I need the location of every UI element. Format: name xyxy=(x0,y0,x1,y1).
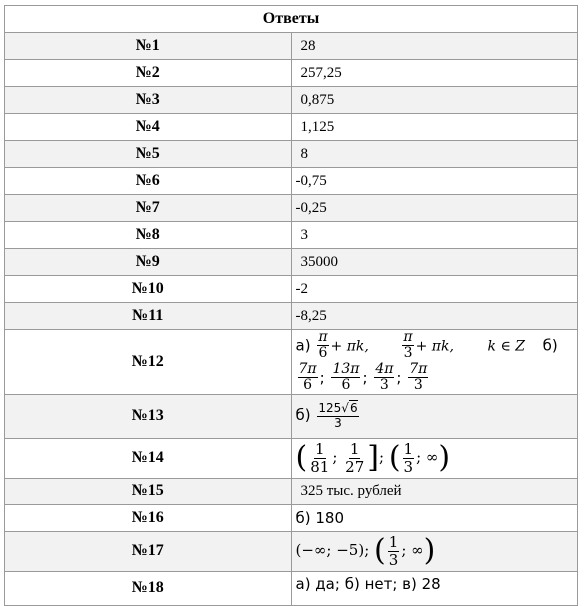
fraction: $\frac{1}{3}$ xyxy=(388,533,399,569)
answer-value: -0,25 xyxy=(291,195,578,222)
fraction: $\frac{13\pi}{6}$ xyxy=(332,360,360,394)
condition: k ∈ Z xyxy=(487,338,525,355)
answer-value: 35000 xyxy=(291,249,578,276)
answer-value: 8 xyxy=(291,141,578,168)
table-row xyxy=(5,504,578,531)
table-row xyxy=(5,222,578,249)
task-number: №13 xyxy=(5,394,292,438)
part-label: б) xyxy=(295,406,311,425)
task-number: №18 xyxy=(5,571,292,605)
task-number: №11 xyxy=(5,303,292,330)
answer-value: 1,125 xyxy=(291,114,578,141)
fraction: $\frac{\pi}{3}$ xyxy=(403,329,413,362)
table-row xyxy=(5,87,578,114)
answer-value: 325 тыс. рублей xyxy=(291,478,578,504)
part-b-label: б) xyxy=(542,336,558,355)
table-row xyxy=(5,571,578,605)
task-number: №17 xyxy=(5,531,292,571)
task-number: №8 xyxy=(5,222,292,249)
task-number: №3 xyxy=(5,87,292,114)
separator: ; xyxy=(396,368,402,387)
answer-value: а) да; б) нет; в) 28 xyxy=(291,571,578,605)
formula-tail: + πk, xyxy=(415,338,454,355)
answer-value: 257,25 xyxy=(291,60,578,87)
task-number: №1 xyxy=(5,33,292,60)
task-number: №14 xyxy=(5,438,292,478)
fraction: $\frac{1}{3}$ xyxy=(403,440,414,476)
task-number: №5 xyxy=(5,141,292,168)
answer-value: -8,25 xyxy=(291,303,578,330)
table-row xyxy=(5,60,578,87)
task-number: №2 xyxy=(5,60,292,87)
fraction: $\frac{1}{81}$ xyxy=(310,440,330,476)
task-number: №15 xyxy=(5,478,292,504)
table-row xyxy=(5,276,578,303)
table-row xyxy=(5,394,578,438)
answer-value: б) 180 xyxy=(291,504,578,531)
separator: ; xyxy=(319,368,325,387)
table-row xyxy=(5,531,578,571)
fraction: $\frac{1}{27}$ xyxy=(345,440,365,476)
answer-value: 3 xyxy=(291,222,578,249)
table-row xyxy=(5,330,578,395)
task-number: №9 xyxy=(5,249,292,276)
table-row xyxy=(5,478,578,504)
table-row xyxy=(5,141,578,168)
answer-formula: (−∞; −5); ( $\frac{1}{3}$ ; ∞) xyxy=(291,531,578,571)
fraction: $\frac{4\pi}{3}$ xyxy=(375,360,394,394)
table-row xyxy=(5,168,578,195)
fraction: $\frac{125√6}{3}$ xyxy=(318,401,358,430)
formula-tail: + πk, xyxy=(330,338,369,355)
interval: (−∞; −5); xyxy=(295,541,370,560)
table-row xyxy=(5,114,578,141)
fraction: $\frac{7\pi}{6}$ xyxy=(298,360,317,394)
task-number: №4 xyxy=(5,114,292,141)
answer-value: 28 xyxy=(291,33,578,60)
task-number: №12 xyxy=(5,330,292,395)
task-number: №7 xyxy=(5,195,292,222)
answer-value: 0,875 xyxy=(291,87,578,114)
answer-formula xyxy=(291,330,578,395)
fraction: $\frac{\pi}{6}$ xyxy=(318,329,328,362)
task-number: №16 xyxy=(5,504,292,531)
table-row xyxy=(5,249,578,276)
answer-formula xyxy=(291,394,578,438)
table-title: Ответы xyxy=(5,6,578,33)
separator: ; xyxy=(362,368,368,387)
fraction: $\frac{7\pi}{3}$ xyxy=(409,360,428,394)
table-row xyxy=(5,195,578,222)
part-a-label: а) xyxy=(295,336,311,355)
table-row xyxy=(5,303,578,330)
answers-table xyxy=(4,5,578,606)
answer-formula: ( $\frac{1}{81}$ ; $\frac{1}{27}$ ]; ( $\frac{1}{3}$ ; ∞) xyxy=(291,438,578,478)
answer-value: -2 xyxy=(291,276,578,303)
table-row xyxy=(5,438,578,478)
task-number: №6 xyxy=(5,168,292,195)
answer-value: -0,75 xyxy=(291,168,578,195)
table-row xyxy=(5,33,578,60)
task-number: №10 xyxy=(5,276,292,303)
